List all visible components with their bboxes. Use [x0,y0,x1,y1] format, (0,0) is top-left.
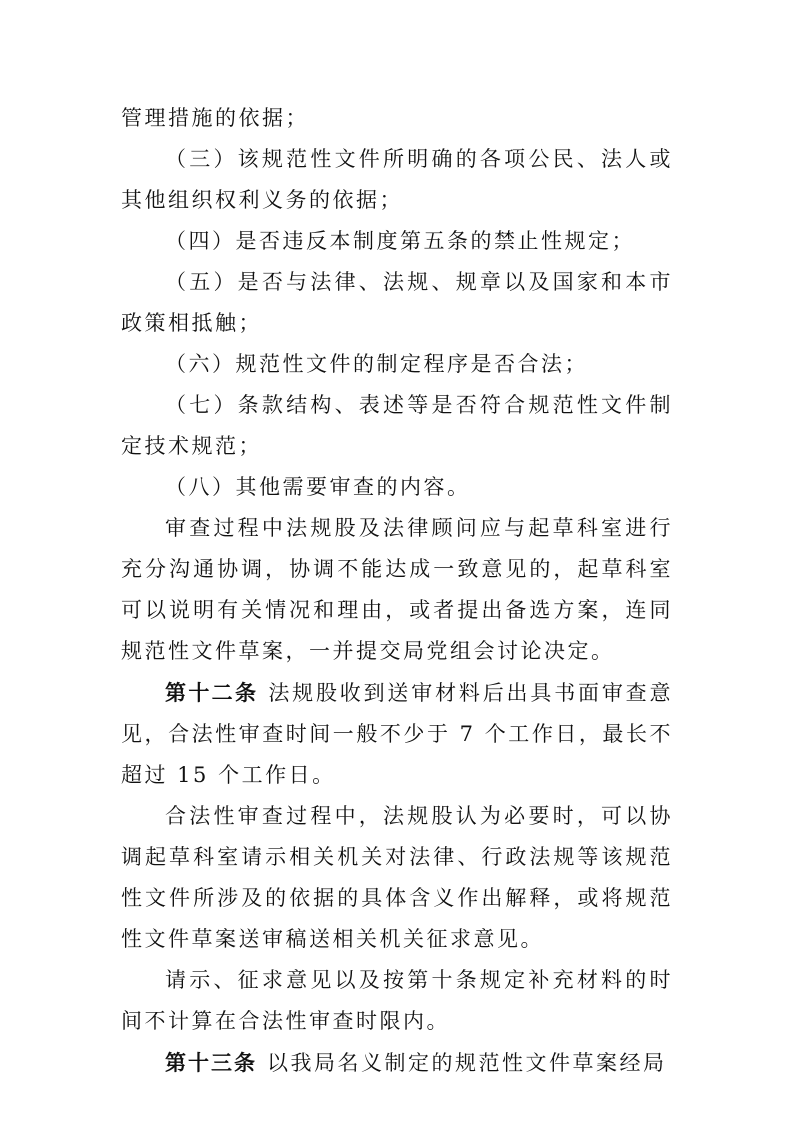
paragraph-item-3: （三）该规范性文件所明确的各项公民、法人或其他组织权利义务的依据； [121,147,673,212]
article-12-heading: 第十二条 [165,680,259,705]
paragraph-measures-basis: 管理措施的依据； [121,106,309,130]
document-body [121,98,673,1084]
paragraph-item-4: （四）是否违反本制度第五条的禁止性规定； [165,229,635,253]
paragraph-item-5: （五）是否与法律、法规、规章以及国家和本市政策相抵触； [121,270,673,335]
article-13 [121,1042,673,1084]
article-12 [121,672,673,796]
article-13-heading: 第十三条 [165,1050,257,1075]
paragraph-legality-review-process: 合法性审查过程中，法规股认为必要时，可以协调起草科室请示相关机关对法律、行政法规等该规范性文件所涉及的依据的具体含义作出解释，或将规范性文件草案送审稿送相关机关征求意见。 [121,804,673,951]
paragraph-item-7: （七）条款结构、表述等是否符合规范性文件制定技术规范； [121,393,673,458]
article-13-text: 以我局名义制定的规范性文件草案经局 [267,1051,667,1075]
paragraph-time-limit-exclusion: 请示、征求意见以及按第十条规定补充材料的时间不计算在合法性审查时限内。 [121,968,673,1033]
paragraph-item-6: （六）规范性文件的制定程序是否合法； [165,352,588,376]
article-12-text: 法规股收到送审材料后出具书面审查意见，合法性审查时间一般不少于 7 个工作日，最长不超过 15 个工作日。 [121,681,674,787]
paragraph-review-coordination: 审查过程中法规股及法律顾问应与起草科室进行充分沟通协调，协调不能达成一致意见的，起草科室可以说明有关情况和理由，或者提出备选方案，连同规范性文件草案，一并提交局党组会讨论决定。 [121,516,673,663]
paragraph-item-8: （八）其他需要审查的内容。 [165,475,471,499]
